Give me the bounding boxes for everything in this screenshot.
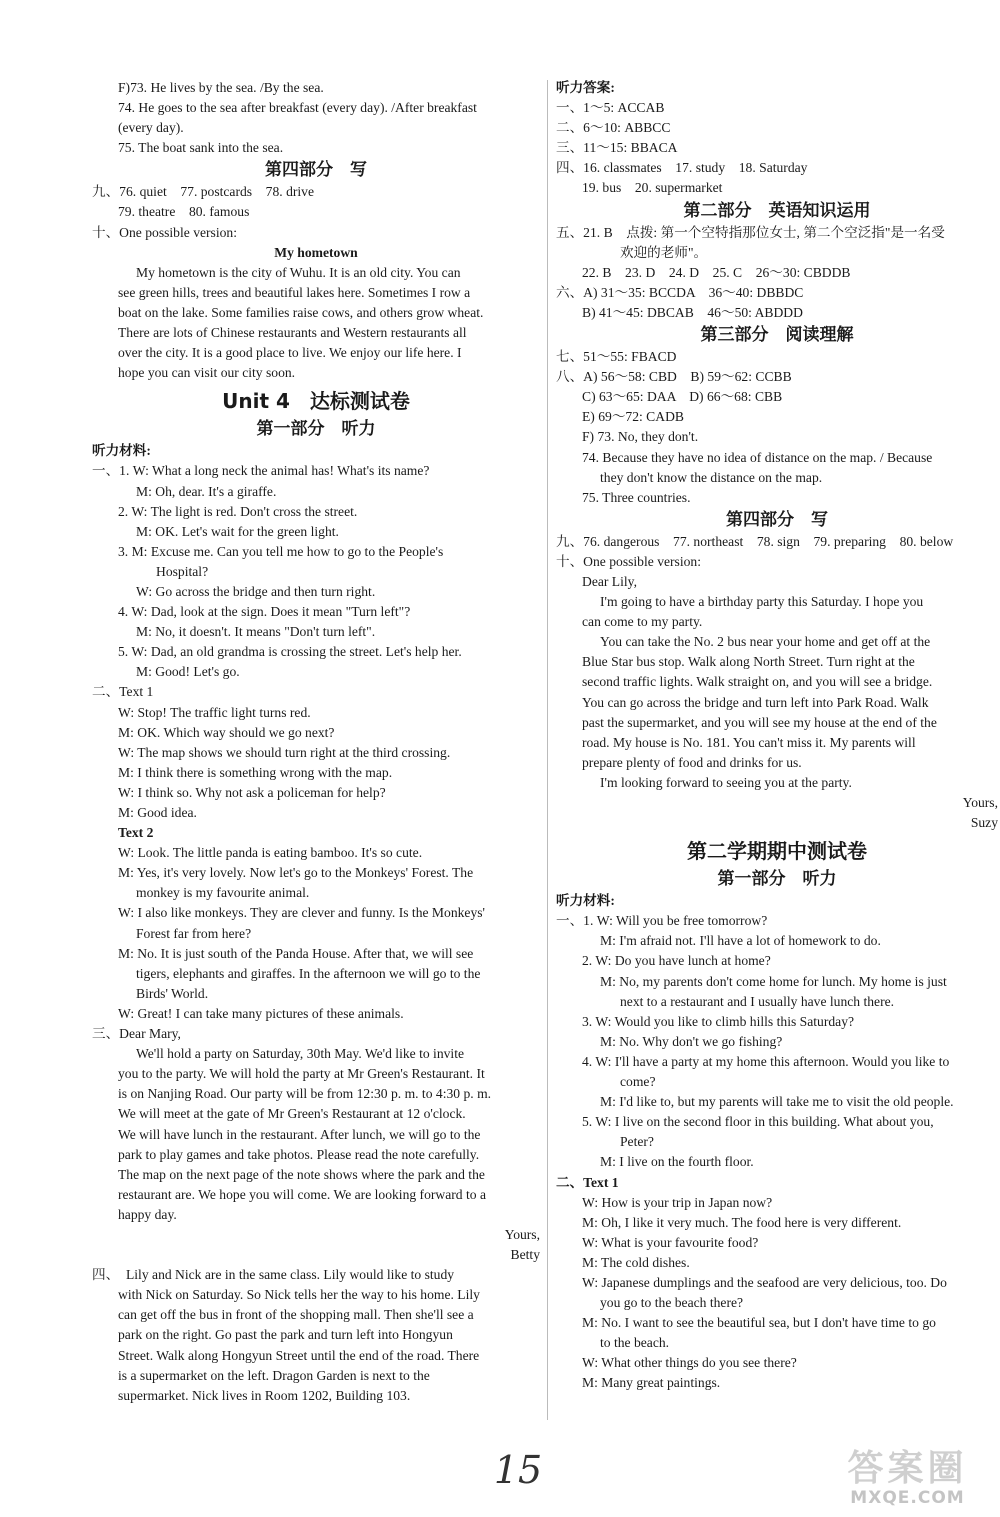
left-text-line: W: The map shows we should turn right at the third crossing. [118, 744, 451, 760]
left-text-line: M: Good! Let's go. [136, 664, 240, 680]
column-divider [547, 80, 548, 1420]
right-text-line: F) 73. No, they don't. [582, 429, 699, 445]
left-text-line: M: No, it doesn't. It means "Don't turn left". [136, 624, 376, 640]
left-text-line: supermarket. Nick lives in Room 1202, Building 103. [118, 1387, 411, 1403]
right-text-line: 75. Three countries. [582, 489, 691, 505]
watermark-logo [820, 1440, 995, 1512]
left-text-line: (every day). [118, 120, 184, 136]
right-text-line: C) 63～65: DAA D) 66～68: CBB [582, 389, 783, 405]
right-text-line: 八、A) 56～58: CBD B) 59～62: CCBB [556, 369, 792, 385]
right-text-line: 二、6～10: ABBCC [556, 120, 671, 136]
left-text-line: 二、Text 1 [92, 684, 154, 700]
left-text-line: 3. M: Excuse me. Can you tell me how to go to the People's [118, 543, 444, 559]
right-text-line: 五、21. B 点拨: 第一个空特指那位女士, 第二个空泛指"是一名受 [556, 224, 945, 240]
right-text-line: I'm going to have a birthday party this Saturday. I hope you [600, 594, 924, 610]
right-text-line: second traffic lights. Walk straight on, and you will see a bridge. [582, 674, 933, 690]
left-text-line: hope you can visit our city soon. [118, 365, 296, 381]
left-text-line: M: OK. Let's wait for the green light. [136, 523, 339, 539]
right-text-line: prepare plenty of food and drinks for us. [582, 754, 802, 770]
right-text-line: 六、A) 31～35: BCCDA 36～40: DBBDC [556, 284, 804, 300]
left-text-line: park on the right. Go past the park and turn left into Hongyun [118, 1327, 453, 1343]
right-text-line: M: No. Why don't we go fishing? [600, 1033, 783, 1049]
right-text-line: 听力答案: [556, 80, 615, 95]
right-text-line: I'm looking forward to seeing you at the party. [600, 774, 852, 790]
right-text-line: 一、1. W: Will you be free tomorrow? [556, 913, 768, 929]
right-text-line: Yours, [962, 795, 998, 810]
left-text-line: We will meet at the gate of Mr Green's Restaurant at 12 o'clock. [118, 1106, 466, 1122]
right-text-line: You can take the No. 2 bus near your home and get off at the [600, 634, 931, 650]
right-text-line: 19. bus 20. supermarket [582, 180, 723, 196]
left-text-line: There are lots of Chinese restaurants and Western restaurants all [118, 325, 467, 341]
left-text-line: M: Good idea. [118, 805, 197, 820]
right-text-line: M: The cold dishes. [582, 1254, 690, 1270]
left-text-line: 79. theatre 80. famous [118, 204, 250, 220]
left-text-line: monkey is my favourite animal. [136, 885, 310, 901]
right-text-line: M: Oh, I like it very much. The food here is very different. [582, 1214, 902, 1230]
right-text-line: they don't know the distance on the map. [600, 469, 823, 485]
left-text-line: tigers, elephants and giraffes. In the afternoon we will go to the [136, 965, 481, 981]
left-text-line: Forest far from here? [136, 925, 252, 941]
left-text-line: Unit 4 达标测试卷 [222, 389, 410, 414]
right-text-line: M: I live on the fourth floor. [600, 1154, 754, 1170]
right-text-line: 十、One possible version: [556, 553, 701, 569]
right-column [556, 78, 998, 1394]
right-text-line: Peter? [620, 1134, 654, 1150]
left-text-line: W: I think so. Why not ask a policeman for help? [118, 784, 386, 800]
left-text-line: M: No. It is just south of the Panda House. After that, we will see [118, 945, 474, 961]
right-text-line: 欢迎的老师"。 [620, 244, 708, 260]
right-text-line: 3. W: Would you like to climb hills this Saturday? [582, 1013, 855, 1029]
right-text-line: come? [620, 1074, 656, 1090]
left-text-line: 一、1. W: What a long neck the animal has! What's its name? [92, 463, 430, 479]
left-text-line: F)73. He lives by the sea. /By the sea. [118, 80, 324, 95]
left-text-line: W: Great! I can take many pictures of these animals. [118, 1005, 404, 1021]
watermark-url: MXQE.COM [850, 1488, 965, 1508]
left-text-line: over the city. It is a good place to live. We enjoy our life here. I [118, 345, 462, 361]
right-text-line: 第三部分 阅读理解 [700, 325, 854, 346]
right-text-line: 22. B 23. D 24. D 25. C 26～30: CBDDB [582, 264, 851, 280]
left-text-line: 三、Dear Mary, [92, 1026, 181, 1042]
right-text-line: 第二学期期中测试卷 [687, 839, 867, 864]
left-text-line: The map on the next page of the note shows where the park and the [118, 1166, 485, 1182]
left-text-line: Hospital? [156, 563, 209, 579]
left-text-line: We'll hold a party on Saturday, 30th May. We'd like to invite [136, 1046, 465, 1062]
right-text-line: Suzy [970, 815, 998, 831]
left-text-line: My hometown is the city of Wuhu. It is an old city. You can [136, 264, 461, 280]
right-text-line: You can go across the bridge and turn left into Park Road. Walk [582, 694, 929, 710]
left-text-line: My hometown [274, 244, 358, 260]
right-text-line: 74. Because they have no idea of distance on the map. / Because [582, 449, 933, 465]
right-text-line: B) 41～45: DBCAB 46～50: ABDDD [582, 304, 803, 320]
left-column [92, 78, 540, 1406]
right-text-line: 第二部分 英语知识运用 [683, 200, 871, 221]
right-text-line: Blue Star bus stop. Walk along North Street. Turn right at the [582, 654, 915, 670]
right-text-line: E) 69～72: CADB [582, 409, 684, 425]
right-text-line: 2. W: Do you have lunch at home? [582, 953, 771, 969]
left-text-line: Street. Walk along Hongyun Street until the end of the road. There [118, 1347, 480, 1363]
left-text-line: W: Go across the bridge and then turn right. [136, 583, 376, 599]
left-text-line: boat on the lake. Some families raise cows, and others grow wheat. [118, 304, 484, 320]
left-text-line: 第一部分 听力 [256, 419, 376, 440]
left-text-line: Betty [510, 1247, 540, 1263]
left-text-line: W: Stop! The traffic light turns red. [118, 704, 311, 720]
right-text-line: M: I'd like to, but my parents will take me to visit the old people. [600, 1094, 954, 1110]
left-text-line: with Nick on Saturday. So Nick tells her the way to his home. Lily [118, 1287, 480, 1303]
left-text-line: 九、76. quiet 77. postcards 78. drive [92, 184, 314, 200]
right-text-line: 七、51～55: FBACD [556, 349, 677, 365]
left-text-line: park to play games and take photos. Please read the note carefully. [118, 1146, 480, 1162]
right-text-line: 九、76. dangerous 77. northeast 78. sign 79. preparing 80. below [556, 533, 954, 549]
right-text-line: 二、Text 1 [556, 1174, 619, 1190]
left-text-line: 2. W: The light is red. Don't cross the street. [118, 503, 358, 519]
right-text-line: 三、11～15: BBACA [556, 140, 678, 156]
watermark-title: 答案圈 [847, 1448, 968, 1489]
left-text-line: 第四部分 写 [265, 160, 367, 181]
right-text-line: W: What other things do you see there? [582, 1355, 797, 1371]
right-text-line: M: Many great paintings. [582, 1375, 721, 1391]
left-text-line: M: Yes, it's very lovely. Now let's go to the Monkeys' Forest. The [118, 865, 474, 881]
right-text-line: 第一部分 听力 [717, 869, 837, 890]
left-text-line: is a supermarket on the left. Dragon Garden is next to the [118, 1367, 430, 1383]
right-text-line: 第四部分 写 [726, 509, 828, 530]
right-text-line: 5. W: I live on the second floor in this building. What about you, [582, 1114, 934, 1130]
left-text-line: you to the party. We will hold the party at Mr Green's Restaurant. It [118, 1066, 485, 1082]
right-text-line: 一、1～5: ACCAB [556, 100, 665, 116]
right-text-line: to the beach. [600, 1335, 670, 1351]
left-text-line: W: I also like monkeys. They are clever and funny. Is the Monkeys' [118, 905, 485, 921]
right-text-line: can come to my party. [582, 614, 703, 630]
left-text-line: see green hills, trees and beautiful lakes here. Sometimes I row a [118, 284, 471, 300]
left-text-line: M: I think there is something wrong with the map. [118, 764, 393, 780]
right-text-line: road. My house is No. 181. You can't miss it. My parents will [582, 734, 916, 750]
left-text-line: We will have lunch in the restaurant. After lunch, we will go to the [118, 1126, 481, 1142]
right-text-line: W: Japanese dumplings and the seafood are very delicious, too. Do [582, 1274, 947, 1290]
left-text-line: Birds' World. [136, 985, 209, 1001]
left-text-line: happy day. [118, 1206, 177, 1222]
left-text-line: 74. He goes to the sea after breakfast (every day). /After breakfast [118, 100, 477, 116]
page-number: 15 [493, 1448, 543, 1492]
left-text-line: M: OK. Which way should we go next? [118, 724, 335, 740]
left-text-line: 听力材料: [92, 443, 151, 459]
right-text-line: W: What is your favourite food? [582, 1234, 759, 1250]
left-text-line: can get off the bus in front of the shopping mall. Then she'll see a [118, 1307, 474, 1323]
left-text-line: 4. W: Dad, look at the sign. Does it mean "Turn left"? [118, 604, 411, 620]
right-text-line: past the supermarket, and you will see my house at the end of the [582, 714, 937, 730]
right-text-line: Dear Lily, [582, 573, 637, 589]
left-text-line: restaurant are. We hope you will come. We are looking forward to a [118, 1186, 486, 1202]
left-text-line: Yours, [504, 1226, 540, 1242]
right-text-line: 听力材料: [556, 893, 615, 909]
right-text-line: next to a restaurant and I usually have lunch there. [620, 993, 895, 1009]
right-text-line: 4. W: I'll have a party at my home this afternoon. Would you like to [582, 1053, 950, 1069]
left-text-line: 十、One possible version: [92, 224, 237, 240]
left-text-line: 5. W: Dad, an old grandma is crossing the street. Let's help her. [118, 644, 462, 660]
right-text-line: 四、16. classmates 17. study 18. Saturday [556, 160, 808, 176]
left-text-line: Text 2 [118, 825, 154, 841]
left-text-line: 四、 Lily and Nick are in the same class. Lily would like to study [92, 1267, 455, 1283]
right-text-line: M: No, my parents don't come home for lunch. My home is just [600, 973, 947, 989]
left-text-line: is on Nanjing Road. Our party will be from 12:30 p. m. to 4:30 p. m. [118, 1086, 492, 1102]
left-text-line: W: Look. The little panda is eating bamboo. It's so cute. [118, 845, 423, 861]
right-text-line: M: No. I want to see the beautiful sea, but I don't have time to go [582, 1315, 936, 1331]
right-text-line: you go to the beach there? [600, 1295, 744, 1311]
right-text-line: W: How is your trip in Japan now? [582, 1194, 773, 1210]
left-text-line: 75. The boat sank into the sea. [118, 140, 284, 156]
right-text-line: M: I'm afraid not. I'll have a lot of homework to do. [600, 933, 881, 949]
left-text-line: M: Oh, dear. It's a giraffe. [136, 483, 277, 499]
